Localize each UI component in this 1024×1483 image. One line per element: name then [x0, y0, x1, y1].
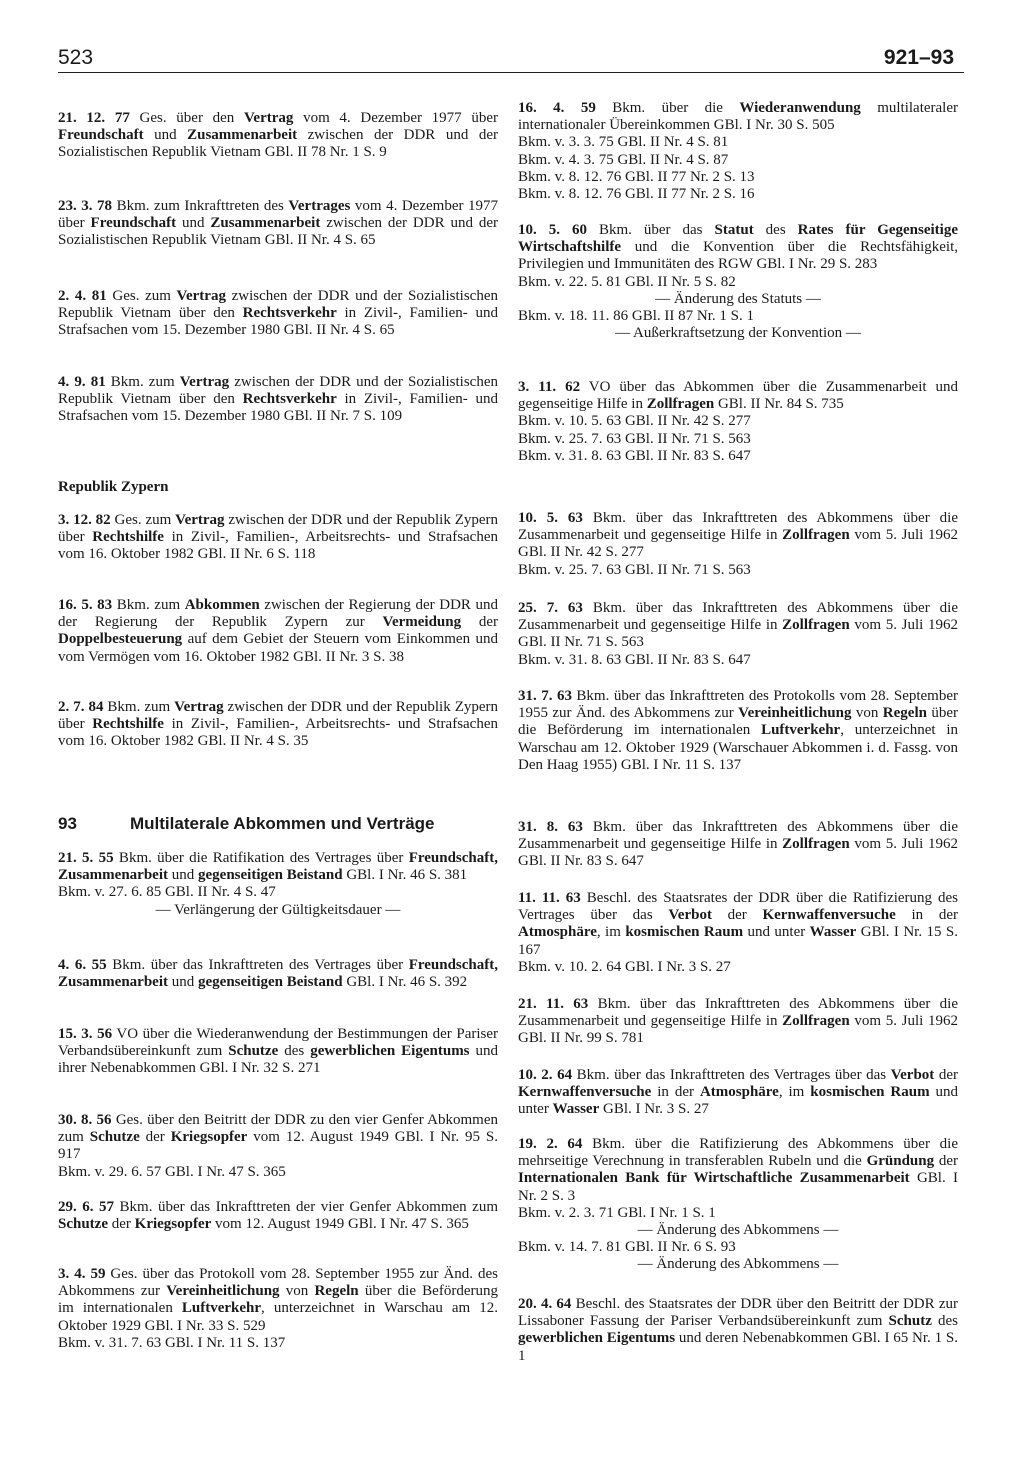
entry-21-11-63: 21. 11. 63 Bkm. über das Inkrafttreten des Abkommens über die Zusammenarbeit und gegenseitige Hilfe in Zollfragen vom 5. Juli 1962 GBl. II Nr. 99 S. 781	[518, 996, 958, 1047]
entry-31-7-63: 31. 7. 63 Bkm. über das Inkrafttreten des Protokolls vom 28. September 1955 zur Änd. des Abkommens zur Vereinheitlichung von Regeln über die Beförderung im internationalen Luftverkehr, unterzeichnet in Warschau am 12. Oktober 1929 (Warschauer Abkommen i. d. Fassg. von Den Haag 1955) GBl. I Nr. 11 S. 137	[518, 688, 959, 773]
page-number: 523	[58, 46, 94, 69]
entry-2-7-84: 2. 7. 84 Bkm. zum Vertrag zwischen der DDR und der Republik Zypern über Rechtshilfe in Zivil-, Familien-, Arbeitsrechts- und Strafsachen vom 16. Oktober 1982 GBl. II Nr. 4 S. 35	[58, 699, 499, 750]
entry-10-2-64: 10. 2. 64 Bkm. über das Inkrafttreten des Vertrages über das Verbot der Kernwaffenversuche in der Atmosphäre, im kosmischen Raum und unter Wasser GBl. I Nr. 3 S. 27	[518, 1067, 959, 1118]
entry-21-12-77: 21. 12. 77 Ges. über den Vertrag vom 4. Dezember 1977 über Freundschaft und Zusammenarbeit zwischen der DDR und der Sozialistischen Republik Vietnam GBl. II 78 Nr. 1 S. 9	[58, 110, 498, 161]
entry-16-5-83: 16. 5. 83 Bkm. zum Abkommen zwischen der Regierung der DDR und der Regierung der Republik Zypern zur Vermeidung der Doppelbesteuerung auf dem Gebiet der Steuern vom Einkommen und vom Vermögen vom 16. Oktober 1982 GBl. II Nr. 3 S. 38	[58, 597, 499, 665]
section-heading	[58, 815, 498, 832]
section-title: Multilaterale Abkommen und Verträge	[130, 814, 435, 833]
entry-16-4-59: 16. 4. 59 Bkm. über die Wiederanwendung multilateraler internationaler Übereinkommen GBl. I Nr. 30 S. 505 Bkm. v. 3. 3. 75 GBl. II Nr. 4 S. 81 Bkm. v. 4. 3. 75 GBl. II Nr. 4 S. 87 Bkm. v. 8. 12. 76 GBl. II 77 Nr. 2 S. 13 Bkm. v. 8. 12. 76 GBl. II 77 Nr. 2 S. 16	[518, 100, 959, 203]
subheading-republik-zypern: Republik Zypern	[58, 479, 169, 495]
entry-29-6-57: 29. 6. 57 Bkm. über das Inkrafttreten der vier Genfer Abkommen zum Schutze der Kriegsopfer vom 12. August 1949 GBl. I Nr. 47 S. 365	[58, 1199, 499, 1233]
entry-19-2-64: 19. 2. 64 Bkm. über die Ratifizierung des Abkommens über die mehrseitige Verechnung in transferablen Rubeln und die Gründung der Internationalen Bank für Wirtschaftliche Zusammenarbeit GBl. I Nr. 2 S. 3 Bkm. v. 2. 3. 71 GBl. I Nr. 1 S. 1 — Änderung des Abkommens — Bkm. v. 14. 7. 81 GBl. II Nr. 6 S. 93 — Änderung des Abkommens —	[518, 1136, 958, 1273]
section-number: 93	[58, 814, 77, 833]
header-rule	[58, 72, 964, 73]
entry-20-4-64: 20. 4. 64 Beschl. des Staatsrates der DDR über den Beitritt der DDR zur Lissaboner Fassung der Pariser Verbandsübereinkunft zum Schutz des gewerblichen Eigentums und deren Nebenabkommen GBl. I 65 Nr. 1 S. 1	[518, 1296, 959, 1364]
entry-2-4-81: 2. 4. 81 Ges. zum Vertrag zwischen der DDR und der Sozialistischen Republik Vietnam über den Rechtsverkehr in Zivil-, Familien- und Strafsachen vom 15. Dezember 1980 GBl. II Nr. 4 S. 65	[58, 288, 498, 339]
entry-21-5-55: 21. 5. 55 Bkm. über die Ratifikation des Vertrages über Freundschaft, Zusammenarbeit und gegenseitigen Beistand GBl. I Nr. 46 S. 381 Bkm. v. 27. 6. 85 GBl. II Nr. 4 S. 47 — Verlängerung der Gültigkeitsdauer —	[58, 850, 498, 918]
entry-11-11-63: 11. 11. 63 Beschl. des Staatsrates der DDR über die Ratifizierung des Vertrages über das Verbot der Kernwaffenversuche in der Atmosphäre, im kosmischen Raum und unter Wasser GBl. I Nr. 15 S. 167 Bkm. v. 10. 2. 64 GBl. I Nr. 3 S. 27	[518, 890, 958, 975]
entry-4-9-81: 4. 9. 81 Bkm. zum Vertrag zwischen der DDR und der Sozialistischen Republik Vietnam über den Rechtsverkehr in Zivil-, Familien- und Strafsachen vom 15. Dezember 1980 GBl. II Nr. 7 S. 109	[58, 374, 498, 425]
entry-31-8-63: 31. 8. 63 Bkm. über das Inkrafttreten des Abkommens über die Zusammenarbeit und gegenseitige Hilfe in Zollfragen vom 5. Juli 1962 GBl. II Nr. 83 S. 647	[518, 819, 958, 870]
entry-15-3-56: 15. 3. 56 VO über die Wiederanwendung der Bestimmungen der Pariser Verbandsübereinkunft zum Schutze des gewerblichen Eigentums und ihrer Nebenabkommen GBl. I Nr. 32 S. 271	[58, 1026, 499, 1077]
entry-25-7-63: 25. 7. 63 Bkm. über das Inkrafttreten des Abkommens über die Zusammenarbeit und gegenseitige Hilfe in Zollfragen vom 5. Juli 1962 GBl. II Nr. 71 S. 563 Bkm. v. 31. 8. 63 GBl. II Nr. 83 S. 647	[518, 600, 958, 668]
entry-4-6-55: 4. 6. 55 Bkm. über das Inkrafttreten des Vertrages über Freundschaft, Zusammenarbeit und gegenseitigen Beistand GBl. I Nr. 46 S. 392	[58, 957, 499, 991]
entry-3-11-62: 3. 11. 62 VO über das Abkommen über die Zusammenarbeit und gegenseitige Hilfe in Zollfragen GBl. II Nr. 84 S. 735 Bkm. v. 10. 5. 63 GBl. II Nr. 42 S. 277 Bkm. v. 25. 7. 63 GBl. II Nr. 71 S. 563 Bkm. v. 31. 8. 63 GBl. II Nr. 83 S. 647	[518, 379, 958, 464]
entry-30-8-56: 30. 8. 56 Ges. über den Beitritt der DDR zu den vier Genfer Abkommen zum Schutze der Kriegsopfer vom 12. August 1949 GBl. I Nr. 95 S. 917 Bkm. v. 29. 6. 57 GBl. I Nr. 47 S. 365	[58, 1112, 498, 1180]
entry-3-4-59: 3. 4. 59 Ges. über das Protokoll vom 28. September 1955 zur Änd. des Abkommens zur Vereinheitlichung von Regeln über die Beförderung im internationalen Luftverkehr, unterzeichnet in Warschau am 12. Oktober 1929 GBl. I Nr. 33 S. 529 Bkm. v. 31. 7. 63 GBl. I Nr. 11 S. 137	[58, 1266, 499, 1351]
entry-3-12-82: 3. 12. 82 Ges. zum Vertrag zwischen der DDR und der Republik Zypern über Rechtshilfe in Zivil-, Familien-, Arbeitsrechts- und Strafsachen vom 16. Oktober 1982 GBl. II Nr. 6 S. 118	[58, 512, 499, 563]
section-range: 921–93	[883, 46, 954, 69]
entry-10-5-63: 10. 5. 63 Bkm. über das Inkrafttreten des Abkommens über die Zusammenarbeit und gegenseitige Hilfe in Zollfragen vom 5. Juli 1962 GBl. II Nr. 42 S. 277 Bkm. v. 25. 7. 63 GBl. II Nr. 71 S. 563	[518, 510, 958, 578]
entry-23-3-78: 23. 3. 78 Bkm. zum Inkrafttreten des Vertrages vom 4. Dezember 1977 über Freundschaft und Zusammenarbeit zwischen der DDR und der Sozialistischen Republik Vietnam GBl. II Nr. 4 S. 65	[58, 198, 499, 249]
entry-10-5-60: 10. 5. 60 Bkm. über das Statut des Rates für Gegenseitige Wirtschaftshilfe und die Konvention über die Rechtsfähigkeit, Privilegien und Immunitäten des RGW GBl. I Nr. 29 S. 283 Bkm. v. 22. 5. 81 GBl. II Nr. 5 S. 82 — Änderung des Statuts — Bkm. v. 18. 11. 86 GBl. II 87 Nr. 1 S. 1 — Außerkraftsetzung der Konvention —	[518, 222, 959, 342]
